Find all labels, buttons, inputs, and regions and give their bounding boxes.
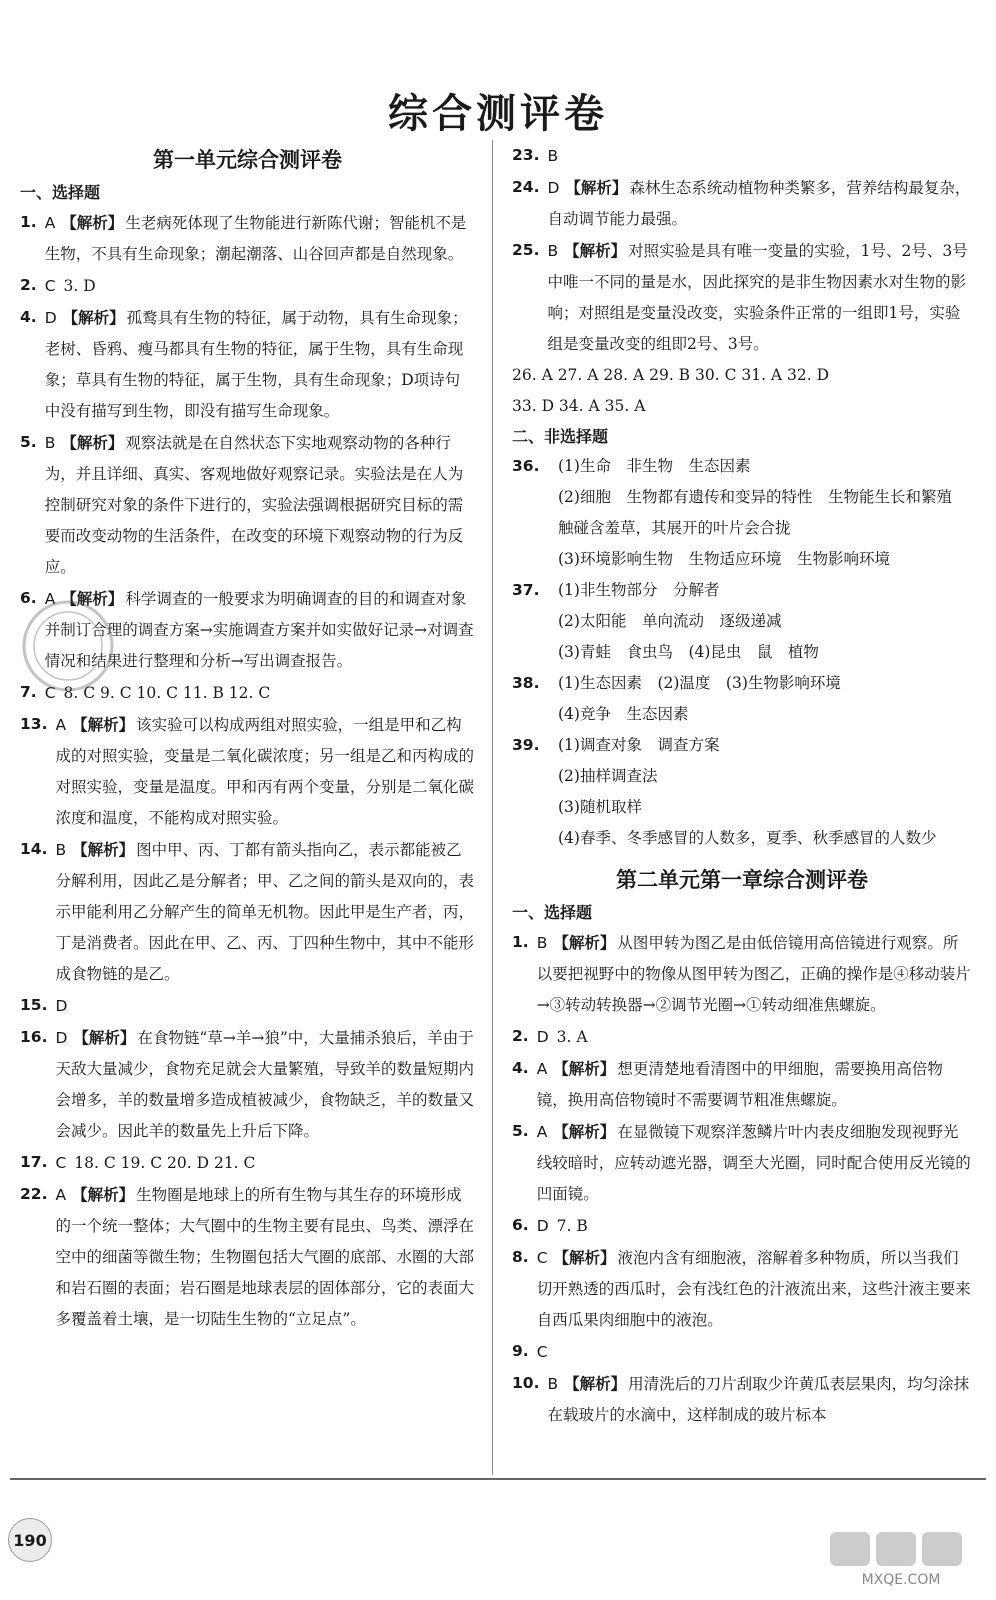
answer-choice: D (536, 1028, 549, 1046)
analysis-tag: 【解析】 (564, 1374, 627, 1393)
answer-item (20, 270, 475, 302)
answer-item (512, 1053, 972, 1116)
answer-choice: C (44, 277, 56, 295)
answer-choice: D (55, 1029, 68, 1047)
question-number: 9. (512, 1342, 529, 1360)
answer-item (512, 927, 972, 1021)
analysis-tag: 【解析】 (565, 178, 628, 197)
answer-text (547, 172, 972, 235)
answer-text (45, 427, 475, 583)
analysis-tag: 【解析】 (61, 213, 124, 232)
free-response-line (512, 823, 972, 854)
answer-choice: C (44, 684, 56, 702)
answer-choice: B (547, 147, 559, 165)
question-number: 22. (20, 1185, 48, 1203)
page-title: 综合测评卷 (388, 91, 608, 137)
answer-choice: B (44, 434, 56, 452)
question-number: 8. (512, 1248, 529, 1266)
unit-title: 第一单元综合测评卷 (153, 148, 342, 172)
page-number: 190 (8, 1518, 52, 1562)
answer-text (45, 302, 475, 427)
analysis-text: 7. B (556, 1217, 588, 1235)
analysis-text: 在显微镜下观察洋葱鳞片叶内表皮细胞发现视野光线较暗时，应转动遮光器，调至大光圈，同时配合使用反光镜的凹面镜。 (536, 1123, 971, 1203)
answer-text: (2)抽样调查法 (558, 767, 658, 785)
question-number: 17. (20, 1153, 48, 1171)
analysis-tag: 【解析】 (72, 840, 135, 859)
question-number: 25. (512, 241, 540, 259)
question-number: 38. (512, 674, 540, 692)
answer-text: (2)太阳能 单向流动 逐级递减 (558, 612, 782, 630)
free-response-line (512, 792, 972, 823)
free-response-line (512, 544, 972, 575)
question-number: 2. (512, 1027, 529, 1045)
answer-text (45, 270, 475, 302)
analysis-text: 从图甲转为图乙是由低倍镜用高倍镜进行观察。所以要把视野中的物像从图甲转为图乙，正确的操作是④移动装片→③转动转换器→②调节光圈→①转动细准焦螺旋。 (536, 934, 971, 1014)
question-number: 23. (512, 146, 540, 164)
section-label: 二、非选择题 (512, 427, 609, 446)
answer-item (20, 1147, 475, 1179)
question-number: 14. (20, 840, 48, 858)
answer-text: (3)随机取样 (558, 798, 642, 816)
question-number: 16. (20, 1028, 48, 1046)
answer-choice: B (536, 934, 548, 952)
answer-text: (3)环境影响生物 生物适应环境 生物影响环境 (558, 550, 890, 568)
answer-choice: D (55, 997, 68, 1015)
analysis-text: 观察法就是在自然状态下实地观察动物的各种行为，并且详细、真实、客观地做好观察记录。实验法是在人为控制研究对象的条件下进行的，实验法强调根据研究目标的需要而改变动物的生活条件，在改变的环境下观察动物的行为反应。 (44, 434, 464, 576)
column-divider (492, 140, 493, 1475)
answer-choice: A (44, 590, 56, 608)
question-number: 39. (512, 736, 540, 754)
answer-item (20, 207, 475, 270)
answer-text: (3)青蛙 食虫鸟 (4)昆虫 鼠 植物 (558, 643, 819, 661)
answer-text (55, 834, 475, 990)
answer-choice: A (55, 716, 67, 734)
answer-text (537, 1210, 972, 1242)
question-number: 4. (20, 308, 37, 326)
answer-list (20, 207, 475, 1335)
answer-text (55, 709, 475, 834)
question-number: 1. (512, 933, 529, 951)
answer-item (20, 990, 475, 1022)
answer-list (512, 927, 972, 1431)
answer-row: 26. A 27. A 28. A 29. B 30. C 31. A 32. D (512, 366, 830, 384)
answer-text: (1)非生物部分 分解者 (558, 581, 720, 599)
answer-item (512, 1242, 972, 1336)
answer-text (537, 1021, 972, 1053)
analysis-text: 8. C 9. C 10. C 11. B 12. C (63, 684, 271, 702)
answer-item (512, 1116, 972, 1210)
answer-choice: A (55, 1186, 67, 1204)
answer-text (55, 1179, 475, 1335)
answer-choice: D (44, 309, 57, 327)
answer-item (20, 834, 475, 990)
question-number: 24. (512, 178, 540, 196)
analysis-tag: 【解析】 (553, 1248, 616, 1267)
answer-choice: A (536, 1123, 548, 1141)
question-number: 6. (512, 1216, 529, 1234)
answer-item (512, 235, 972, 360)
answer-text (547, 1368, 972, 1431)
answer-choice: A (44, 214, 56, 232)
free-response-list (512, 451, 972, 854)
watermark-logo (826, 1528, 976, 1588)
section-label: 一、选择题 (512, 903, 593, 922)
answer-choice: D (536, 1217, 549, 1235)
analysis-text: 想更清楚地看清图中的甲细胞，需要换用高倍物镜，换用高倍物镜时不需要调节粗准焦螺旋。 (536, 1060, 943, 1109)
question-number: 2. (20, 276, 37, 294)
analysis-text: 3. D (63, 277, 96, 295)
analysis-tag: 【解析】 (564, 241, 627, 260)
analysis-tag: 【解析】 (62, 308, 125, 327)
answer-item (512, 1210, 972, 1242)
answer-choice: D (547, 179, 560, 197)
answer-text: (1)生命 非生物 生态因素 (558, 457, 751, 475)
question-number: 1. (20, 213, 37, 231)
answer-item (20, 709, 475, 834)
question-number: 37. (512, 581, 540, 599)
analysis-tag: 【解析】 (553, 1059, 616, 1078)
answer-item (20, 1022, 475, 1147)
free-response-line (512, 575, 972, 606)
answer-text (55, 1147, 475, 1179)
analysis-text: 生老病死体现了生物能进行新陈代谢；智能机不是生物，不具有生命现象；潮起潮落、山谷回声都是自然现象。 (44, 214, 467, 263)
analysis-text: 森林生态系统动植物种类繁多，营养结构最复杂，自动调节能力最强。 (547, 179, 971, 228)
right-column (512, 140, 972, 1431)
answer-choice: B (55, 841, 67, 859)
answer-text (537, 1053, 972, 1116)
free-response-line (512, 637, 972, 668)
free-response-line (512, 482, 972, 544)
analysis-tag: 【解析】 (553, 933, 616, 952)
answer-item (512, 1368, 972, 1431)
question-number: 10. (512, 1374, 540, 1392)
free-response-line (512, 451, 972, 482)
question-number: 36. (512, 457, 540, 475)
answer-item (20, 1179, 475, 1335)
publisher-stamp (18, 596, 118, 696)
answer-text (547, 140, 972, 172)
answer-choice: A (536, 1060, 548, 1078)
answer-text: (1)生态因素 (2)温度 (3)生物影响环境 (558, 674, 841, 692)
question-number: 15. (20, 996, 48, 1014)
answer-choice: B (547, 242, 559, 260)
question-number: 6. (20, 589, 37, 607)
free-response-line (512, 699, 972, 730)
answer-row: 33. D 34. A 35. A (512, 397, 646, 415)
free-response-line (512, 606, 972, 637)
analysis-tag: 【解析】 (61, 589, 124, 608)
question-number: 5. (20, 433, 37, 451)
answer-item (512, 140, 972, 172)
answer-text: (2)细胞 生物都有遗传和变异的特性 生物能生长和繁殖 触碰含羞草，其展开的叶片会合拢 (558, 488, 968, 537)
analysis-text: 3. A (556, 1028, 588, 1046)
analysis-text: 生物圈是地球上的所有生物与其生存的环境形成的一个统一整体；大气圈中的生物主要有昆虫、鸟类、漂浮在空中的细菌等微生物；生物圈包括大气圈的底部、水圈的大部和岩石圈的表面；岩石圈是地球表层的固体部分，它的表面大多覆盖着土壤，是一切陆生生物的“立足点”。 (55, 1186, 474, 1328)
answer-item (512, 172, 972, 235)
answer-text (55, 990, 475, 1022)
answer-text: (1)调查对象 调查方案 (558, 736, 720, 754)
analysis-tag: 【解析】 (553, 1122, 616, 1141)
analysis-text: 对照实验是具有唯一变量的实验，1号、2号、3号中唯一不同的量是水，因此探究的是非生物因素水对生物的影响；对照组是变量没改变，实验条件正常的一组即1号，实验组是变量改变的组即2号、3号。 (547, 242, 968, 353)
section-label: 一、选择题 (20, 183, 101, 202)
analysis-text: 液泡内含有细胞液，溶解着多种物质，所以当我们切开熟透的西瓜时，会有浅红色的汁液流出来，这些汁液主要来自西瓜果肉细胞中的液泡。 (536, 1249, 971, 1329)
answer-text (547, 235, 972, 360)
analysis-text: 用清洗后的刀片刮取少许黄瓜表层果肉，均匀涂抹在载玻片的水滴中，这样制成的玻片标本 (547, 1375, 970, 1424)
answer-text: (4)春季、冬季感冒的人数多，夏季、秋季感冒的人数少 (558, 829, 937, 847)
answer-item (512, 1336, 972, 1368)
analysis-text: 18. C 19. C 20. D 21. C (74, 1154, 256, 1172)
answer-item (20, 427, 475, 583)
analysis-text: 该实验可以构成两组对照实验，一组是甲和乙构成的对照实验，变量是二氧化碳浓度；另一组是乙和丙构成的对照实验，变量是温度。甲和丙有两个变量，分别是二氧化碳浓度和温度，不能构成对照实验。 (55, 716, 474, 827)
question-number: 13. (20, 715, 48, 733)
unit-title: 第二单元第一章综合测评卷 (616, 868, 868, 892)
answer-text: (4)竞争 生态因素 (558, 705, 689, 723)
answer-text (537, 1116, 972, 1210)
question-number: 7. (20, 683, 37, 701)
answer-text (537, 927, 972, 1021)
answer-text (537, 1242, 972, 1336)
free-response-line (512, 761, 972, 792)
free-response-line (512, 668, 972, 699)
analysis-text: 科学调查的一般要求为明确调查的目的和调查对象并制订合理的调查方案→实施调查方案并如实做好记录→对调查情况和结果进行整理和分析→写出调查报告。 (44, 590, 474, 670)
answer-item (20, 302, 475, 427)
analysis-tag: 【解析】 (73, 1028, 136, 1047)
analysis-tag: 【解析】 (61, 433, 124, 452)
svg-text:MXQE.COM: MXQE.COM (861, 1572, 941, 1588)
analysis-text: 图中甲、丙、丁都有箭头指向乙，表示都能被乙分解利用，因此乙是分解者；甲、乙之间的箭头是双向的，表示甲能利用乙分解产生的简单无机物。因此甲是生产者，丙，丁是消费者。因此在甲、乙、丙、丁四种生物中，其中不能形成食物链的是乙。 (55, 841, 474, 983)
answer-list (512, 140, 972, 360)
question-number: 4. (512, 1059, 529, 1077)
answer-text (45, 207, 475, 270)
footer-rule (10, 1478, 986, 1480)
answer-choice: B (547, 1375, 559, 1393)
answer-text (55, 1022, 475, 1147)
question-number: 5. (512, 1122, 529, 1140)
answer-choice: C (55, 1154, 67, 1172)
analysis-text: 在食物链“草→羊→狼”中，大量捕杀狼后，羊由于天敌大量减少，食物充足就会大量繁殖，导致羊的数量短期内会增多，羊的数量增多造成植被减少，食物缺乏，羊的数量又会减少。因此羊的数量先上升后下降。 (55, 1029, 474, 1140)
free-response-line (512, 730, 972, 761)
answer-text (537, 1336, 972, 1368)
answer-choice: C (536, 1343, 548, 1361)
analysis-tag: 【解析】 (72, 1185, 135, 1204)
analysis-tag: 【解析】 (72, 715, 135, 734)
left-column (20, 140, 475, 1335)
answer-choice: C (536, 1249, 548, 1267)
analysis-text: 孤鹜具有生物的特征，属于动物，具有生命现象；老树、昏鸦、瘦马都具有生物的特征，属于生物，具有生命现象；草具有生物的特征，属于生物，具有生命现象；D项诗句中没有描写到生物，即没有描写生命现象。 (44, 309, 468, 420)
answer-item (512, 1021, 972, 1053)
